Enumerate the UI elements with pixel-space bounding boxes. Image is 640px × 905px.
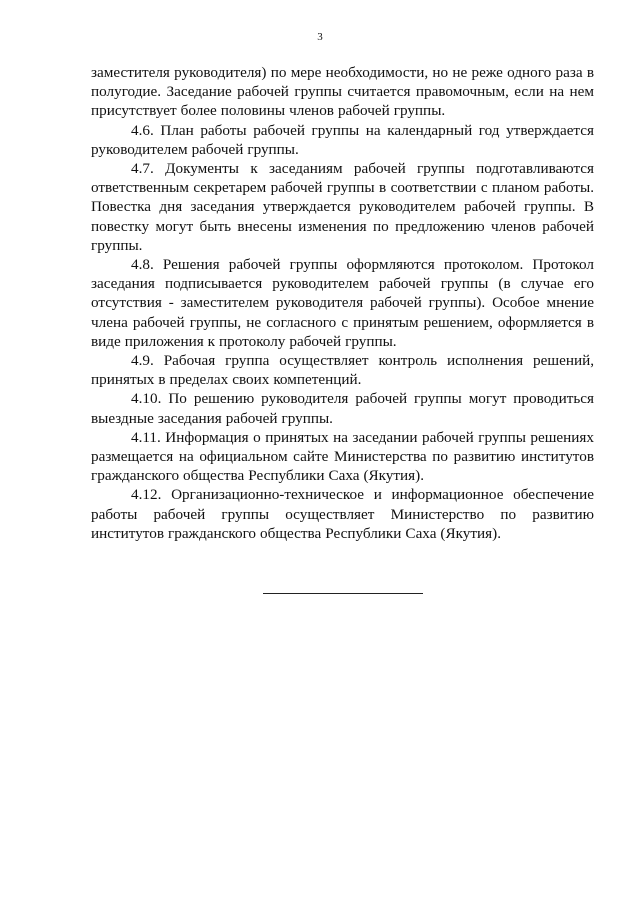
paragraph-continuation: заместителя руководителя) по мере необходимости, но не реже одного раза в полугодие. Заседание рабочей группы считается правомочным, если на нем присутствует более половины членов рабочей группы. — [91, 64, 594, 120]
paragraph-4-8: 4.8. Решения рабочей группы оформляются протоколом. Протокол заседания подписывается руководителем рабочей группы (в случае его отсутствия - заместителем руководителя рабочей группы). Особое мнение члена рабочей группы, не согласного с принятым решением, оформляется в виде приложения к протоколу рабочей группы. — [91, 256, 594, 350]
paragraph-4-12: 4.12. Организационно-техническое и информационное обеспечение работы рабочей группы осуществляет Министерство по развитию институтов гражданского общества Республики Саха (Якутия). — [91, 486, 594, 542]
paragraph-4-11: 4.11. Информация о принятых на заседании рабочей группы решениях размещается на официальном сайте Министерства по развитию институтов гражданского общества Республики Саха (Якутия). — [91, 428, 594, 485]
paragraph-4-6: 4.6. План работы рабочей группы на календарный год утверждается руководителем рабочей группы. — [91, 121, 594, 158]
end-of-document-rule — [263, 593, 423, 594]
paragraph-4-7: 4.7. Документы к заседаниям рабочей группы подготавливаются ответственным секретарем рабочей группы в соответствии с планом работы. Повестка дня заседания утверждается руководителем рабочей группы. В повестку могут быть внесены изменения по предложению членов рабочей группы. — [91, 160, 594, 254]
document-body — [91, 63, 594, 543]
paragraph-4-10: 4.10. По решению руководителя рабочей группы могут проводиться выездные заседания рабочей группы. — [91, 390, 594, 427]
paragraph-4-9: 4.9. Рабочая группа осуществляет контроль исполнения решений, принятых в пределах своих компетенций. — [91, 352, 594, 389]
page-number: 3 — [317, 31, 323, 43]
